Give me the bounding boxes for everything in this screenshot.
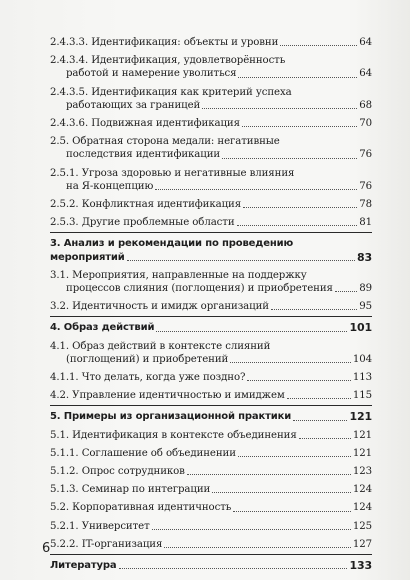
toc-chapter-entry[interactable] [50,237,372,263]
dot-leader [187,474,351,475]
toc-entry[interactable] [50,483,372,496]
toc-page-number: 115 [352,390,372,402]
toc-page-number: 83 [356,250,372,264]
dot-leader [280,45,357,46]
toc-entry-title: процессов слияния (поглощения) и приобретения [66,283,333,295]
section-divider [50,232,372,233]
toc-entry-title: 5.2. Корпоративная идентичность [50,502,232,514]
dot-leader [156,331,347,332]
toc-page-number: 121 [349,410,372,424]
toc-entry[interactable] [50,86,372,112]
toc-entry-title: Литература [50,560,117,572]
toc-entry[interactable] [50,135,372,161]
toc-page-number: 64 [359,37,372,48]
section-divider [50,554,372,555]
toc-page-number: 89 [359,283,372,295]
toc-entry-title: 5.2.1. Университет [50,520,150,532]
toc-entry[interactable] [50,198,372,211]
toc-entry-title: 2.4.3.6. Подвижная идентификация [50,118,240,130]
toc-entry[interactable] [50,117,372,130]
toc-entry[interactable] [50,300,372,313]
toc-entry-title: 2.5.2. Конфликтная идентификация [50,199,242,211]
toc-page-number: 76 [359,180,372,192]
toc-entry[interactable] [50,167,372,193]
toc-entry-title: 4.1.1. Что делать, когда уже поздно? [50,372,246,384]
toc-entry-title: 3.2. Идентичность и имидж организаций [50,301,269,313]
toc-page-number: 133 [349,559,372,573]
toc-entry-title: 4.2. Управление идентичностью и имиджем [50,390,285,402]
toc-entry-title: 2.4.3.3. Идентификация: объекты и уровни [50,37,279,48]
dot-leader [335,291,357,292]
dot-leader [233,511,351,512]
dot-leader [243,207,357,208]
dot-leader [293,420,347,421]
toc-page-number: 121 [352,447,372,459]
toc-page-number: 124 [352,484,372,496]
toc-page-number: 125 [352,520,372,532]
dot-leader [202,108,357,109]
dot-leader [271,309,357,310]
toc-entry-title: 5.1.1. Соглашение об объединении [50,447,236,459]
toc-page-number: 78 [359,199,372,211]
toc-entry[interactable] [50,54,372,80]
toc-page-number: 64 [359,68,372,80]
dot-leader [164,547,351,548]
dot-leader [238,456,351,457]
dot-leader [152,529,351,530]
toc-entry-title: последствия идентификации [66,149,221,161]
dot-leader [242,126,357,127]
toc-page-number: 76 [359,149,372,161]
toc-page-number: 95 [359,301,372,313]
toc-page-number: 104 [352,353,372,365]
dot-leader [155,189,357,190]
toc-entry[interactable] [50,538,372,551]
toc-entry-title: (поглощений) и приобретений [66,353,229,365]
toc-entry-title: 5. Примеры из организационной практики [50,411,292,423]
toc-entry-title: на Я-концепцию [66,180,154,192]
toc-entry[interactable] [50,501,372,514]
dot-leader [237,225,358,226]
dot-leader [222,158,357,159]
toc-page-number: 81 [359,217,372,229]
dot-leader [287,398,351,399]
toc-entry-title: 3.1. Мероприятия, направленные на поддержку [50,269,307,281]
dot-leader [127,260,355,261]
dot-leader [212,492,351,493]
dot-leader [119,568,348,569]
toc-entry[interactable] [50,447,372,460]
section-divider [50,405,372,406]
toc-page-number: 70 [359,118,372,130]
toc-entry-title: 5.1.3. Семинар по интеграции [50,484,211,496]
toc-entry[interactable] [50,269,372,295]
toc-entry-title: 2.4.3.4. Идентификация, удовлетворённость [50,55,286,67]
section-divider [50,316,372,317]
toc-entry-title: 5.2.2. IT-организация [50,538,163,550]
toc-entry-title: 3. Анализ и рекомендации по проведению [50,238,294,250]
toc-entry-title: 4.1. Образ действий в контексте слияний [50,340,271,352]
dot-leader [230,362,351,363]
toc-entry-title: работающих за границей [66,99,201,111]
toc-entry-title: 4. Образ действий [50,322,155,334]
toc-entry-title: работой и намерение уволиться [66,68,237,80]
toc-page-number: 101 [349,321,372,335]
dot-leader [299,438,351,439]
toc-entry[interactable] [50,340,372,366]
toc-entry-title: 5.1.2. Опрос сотрудников [50,466,185,478]
toc-entry-title: мероприятий [50,251,125,263]
toc-entry-title: 2.4.3.5. Идентификация как критерий успеха [50,86,292,98]
toc-chapter-entry[interactable] [50,410,372,423]
toc-entry-title: 2.5.1. Угроза здоровью и негативные влияния [50,167,295,179]
toc-entry[interactable] [50,371,372,384]
toc-page-number: 68 [359,99,372,111]
page-number: 6 [42,541,51,556]
table-of-contents [50,36,372,572]
toc-page-number: 123 [352,466,372,478]
toc-page-number: 113 [352,372,372,384]
toc-entry[interactable] [50,429,372,442]
toc-chapter-entry[interactable] [50,559,372,572]
toc-entry[interactable] [50,520,372,533]
toc-entry[interactable] [50,216,372,229]
toc-entry-title: 2.5. Обратная сторона медали: негативные [50,136,280,148]
toc-entry[interactable] [50,389,372,402]
toc-entry[interactable] [50,36,372,49]
toc-entry-title: 5.1. Идентификация в контексте объединения [50,429,297,441]
toc-entry[interactable] [50,465,372,478]
toc-page-number: 121 [352,429,372,441]
toc-entry-title: 2.5.3. Другие проблемные области [50,217,235,229]
toc-page-number: 124 [352,502,372,514]
toc-page-number: 127 [352,538,372,550]
toc-chapter-entry[interactable] [50,321,372,334]
dot-leader [247,380,350,381]
dot-leader [238,77,357,78]
